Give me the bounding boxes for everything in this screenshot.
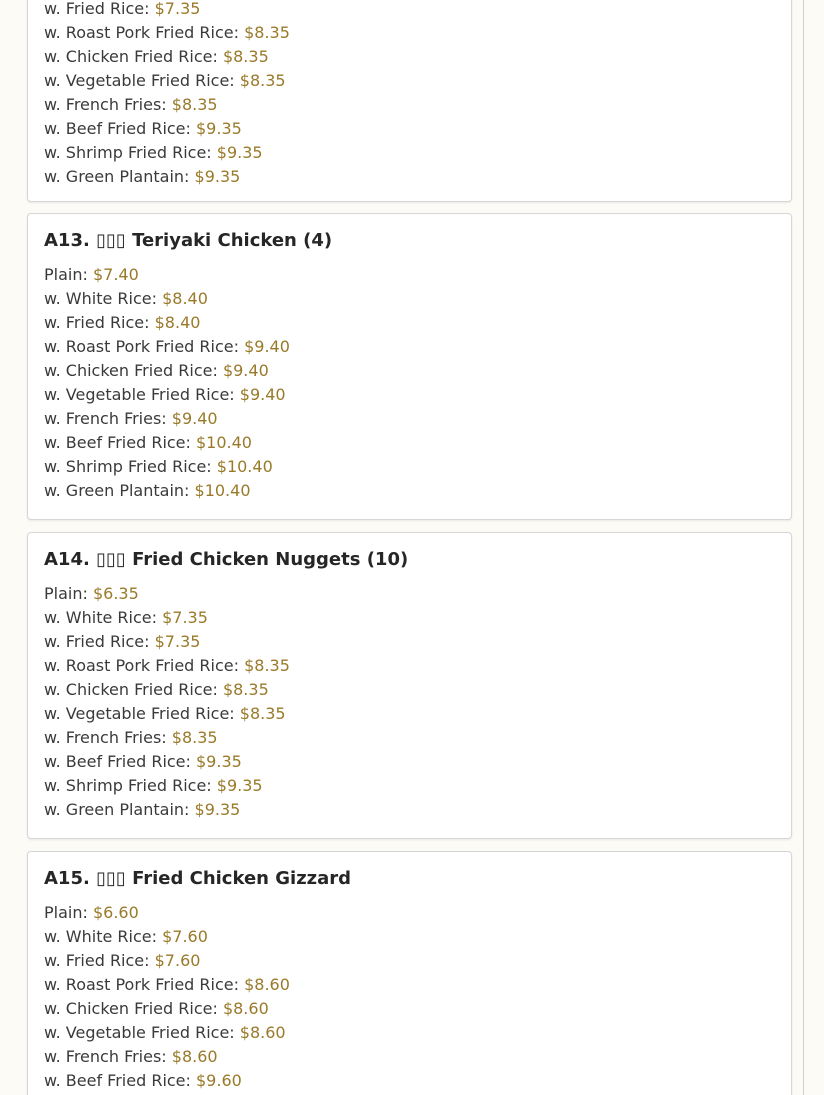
option-price: $8.35 (222, 47, 269, 66)
option-label: w. French Fries: (44, 95, 172, 114)
option-price: $7.35 (154, 632, 201, 651)
option-label: Plain: (44, 903, 93, 922)
menu-item-card (27, 532, 792, 839)
option-label: w. Roast Pork Fried Rice: (44, 337, 245, 356)
option-price: $9.35 (196, 752, 242, 771)
option-price: $10.40 (216, 457, 273, 476)
price-row (44, 582, 290, 606)
option-price: $9.40 (171, 409, 218, 428)
option-price: $7.35 (162, 608, 208, 627)
price-row (44, 141, 290, 165)
option-price: $8.60 (171, 1047, 218, 1066)
price-row (44, 750, 290, 774)
option-label: w. Green Plantain: (44, 800, 195, 819)
option-price: $7.60 (154, 951, 201, 970)
option-label: w. Fried Rice: (44, 632, 155, 651)
price-row (44, 606, 290, 630)
price-row (44, 949, 290, 973)
option-label: w. French Fries: (44, 409, 172, 428)
option-label: w. Chicken Fried Rice: (44, 361, 223, 380)
option-label: w. Vegetable Fried Rice: (44, 385, 240, 404)
option-price: $8.35 (239, 71, 286, 90)
option-label: w. Shrimp Fried Rice: (44, 143, 217, 162)
option-price: $9.35 (216, 776, 263, 795)
price-row (44, 774, 290, 798)
option-label: Plain: (44, 265, 93, 284)
option-label: w. Shrimp Fried Rice: (44, 457, 217, 476)
option-label: w. Chicken Fried Rice: (44, 999, 223, 1018)
option-price: $8.40 (154, 313, 201, 332)
option-label: w. Beef Fried Rice: (44, 433, 196, 452)
option-price: $8.35 (244, 23, 290, 42)
option-price: $9.40 (222, 361, 269, 380)
option-price: $7.40 (92, 265, 139, 284)
menu-item-card (27, 851, 792, 1095)
option-label: w. French Fries: (44, 1047, 172, 1066)
price-row (44, 479, 290, 503)
option-price: $8.35 (222, 680, 269, 699)
item-title: A13. ▯▯▯ Teriyaki Chicken (4) (44, 230, 333, 251)
menu-item-card (27, 213, 792, 520)
price-row (44, 311, 290, 335)
price-row (44, 726, 290, 750)
scroll-rail (803, 0, 804, 1095)
option-price: $7.35 (154, 0, 201, 18)
option-price: $8.60 (244, 975, 290, 994)
price-list (44, 901, 290, 1093)
option-label: w. White Rice: (44, 289, 163, 308)
price-row (44, 407, 290, 431)
price-row (44, 925, 290, 949)
option-label: w. Roast Pork Fried Rice: (44, 23, 245, 42)
option-label: w. Green Plantain: (44, 481, 195, 500)
price-list (44, 0, 290, 189)
option-price: $8.35 (171, 95, 218, 114)
price-row (44, 263, 290, 287)
price-row (44, 654, 290, 678)
price-row (44, 901, 290, 925)
option-label: w. Vegetable Fried Rice: (44, 71, 240, 90)
option-label: w. Beef Fried Rice: (44, 119, 196, 138)
option-label: w. Roast Pork Fried Rice: (44, 656, 245, 675)
price-row (44, 383, 290, 407)
option-price: $8.40 (162, 289, 208, 308)
option-price: $6.60 (92, 903, 139, 922)
option-label: w. Fried Rice: (44, 0, 155, 18)
option-price: $8.35 (244, 656, 290, 675)
option-price: $8.35 (239, 704, 286, 723)
price-row (44, 117, 290, 141)
price-row (44, 973, 290, 997)
option-label: w. French Fries: (44, 728, 172, 747)
price-row (44, 45, 290, 69)
option-price: $8.60 (239, 1023, 286, 1042)
price-row (44, 798, 290, 822)
option-price: $9.60 (196, 1071, 242, 1090)
option-price: $9.35 (194, 167, 241, 186)
option-price: $9.35 (194, 800, 241, 819)
price-row (44, 431, 290, 455)
option-price: $7.60 (162, 927, 208, 946)
price-row (44, 287, 290, 311)
option-label: w. White Rice: (44, 608, 163, 627)
option-label: w. Green Plantain: (44, 167, 195, 186)
option-label: w. Beef Fried Rice: (44, 1071, 196, 1090)
option-price: $9.35 (216, 143, 263, 162)
price-row (44, 69, 290, 93)
price-row (44, 21, 290, 45)
option-price: $10.40 (194, 481, 251, 500)
price-row (44, 630, 290, 654)
item-title: A14. ▯▯▯ Fried Chicken Nuggets (10) (44, 549, 409, 570)
price-list (44, 582, 290, 822)
price-row (44, 165, 290, 189)
option-price: $10.40 (196, 433, 252, 452)
option-price: $9.35 (196, 119, 242, 138)
price-row (44, 359, 290, 383)
price-row (44, 455, 290, 479)
price-row (44, 335, 290, 359)
price-row (44, 997, 290, 1021)
option-label: w. Chicken Fried Rice: (44, 680, 223, 699)
option-label: w. Beef Fried Rice: (44, 752, 196, 771)
option-price: $9.40 (244, 337, 290, 356)
option-price: $6.35 (92, 584, 139, 603)
option-label: w. Vegetable Fried Rice: (44, 1023, 240, 1042)
option-label: w. Fried Rice: (44, 951, 155, 970)
price-row (44, 1021, 290, 1045)
option-label: w. Roast Pork Fried Rice: (44, 975, 245, 994)
option-price: $9.40 (239, 385, 286, 404)
option-label: w. Vegetable Fried Rice: (44, 704, 240, 723)
price-row (44, 678, 290, 702)
option-label: Plain: (44, 584, 93, 603)
option-price: $8.35 (171, 728, 218, 747)
option-label: w. Shrimp Fried Rice: (44, 776, 217, 795)
price-list (44, 263, 290, 503)
option-price: $8.60 (222, 999, 269, 1018)
price-row (44, 1045, 290, 1069)
menu-item-card (27, 0, 792, 202)
item-title: A15. ▯▯▯ Fried Chicken Gizzard (44, 868, 352, 889)
price-row (44, 702, 290, 726)
price-row (44, 1069, 290, 1093)
option-label: w. Fried Rice: (44, 313, 155, 332)
option-label: w. Chicken Fried Rice: (44, 47, 223, 66)
price-row (44, 0, 290, 21)
option-label: w. White Rice: (44, 927, 163, 946)
price-row (44, 93, 290, 117)
